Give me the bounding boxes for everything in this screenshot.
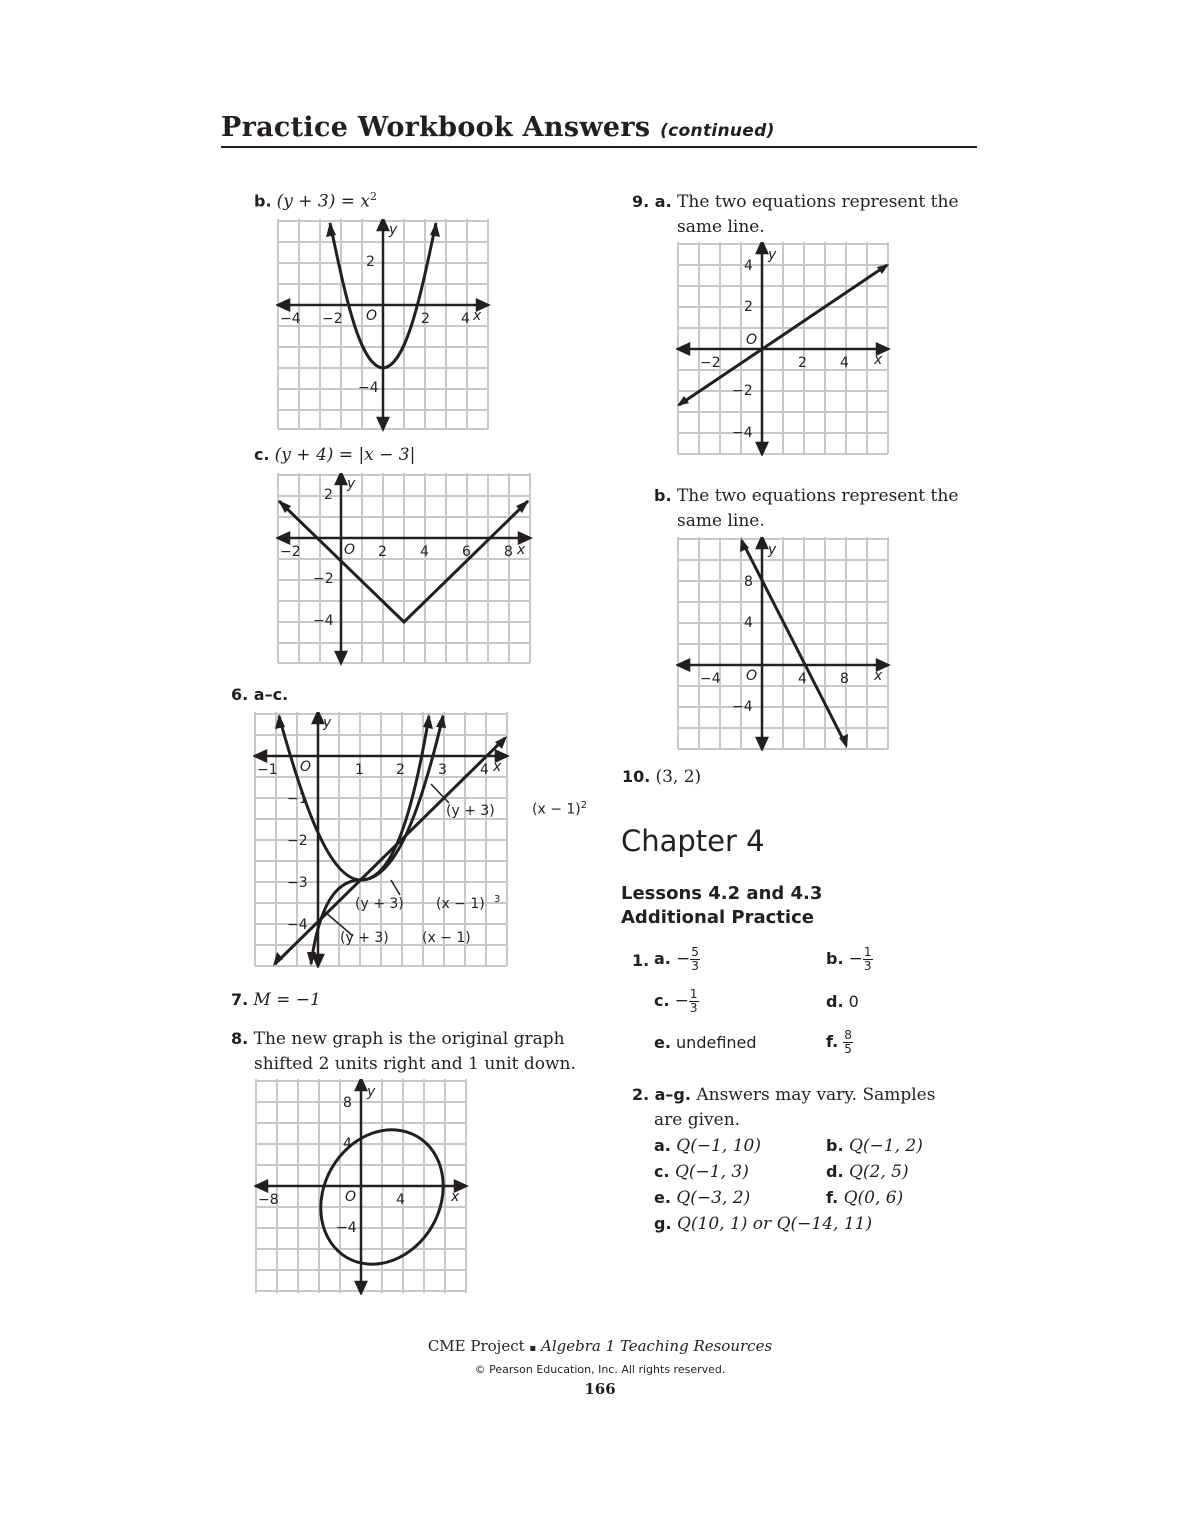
answer-text: same line. xyxy=(677,217,765,237)
tick-label: 2 xyxy=(421,311,430,327)
tick-label: 4 xyxy=(744,258,753,274)
tick-label: 1 xyxy=(355,762,364,778)
tick-label: −4 xyxy=(336,1220,357,1236)
answer-text: (3, 2) xyxy=(655,767,702,787)
graph-9a xyxy=(676,242,892,456)
answer-10 xyxy=(622,767,701,787)
page-number: 166 xyxy=(584,1380,616,1398)
answer-label: 7. xyxy=(231,990,249,1009)
answer-8 xyxy=(231,1026,576,1077)
graph-5b xyxy=(276,219,492,432)
y-axis-label: y xyxy=(389,222,398,238)
lesson-heading-line: Lessons 4.2 and 4.3 xyxy=(621,883,823,904)
graph-axes xyxy=(256,1079,466,1293)
tick-label: −4 xyxy=(700,671,721,687)
answer-label: 10. xyxy=(622,767,651,786)
x-axis-label: x xyxy=(451,1189,460,1205)
answer-1d xyxy=(826,992,859,1011)
answer-2-right: b. Q(−1, 2) d. Q(2, 5) f. Q(0, 6) xyxy=(826,1136,923,1208)
tick-label: −1 xyxy=(287,791,308,807)
lesson-heading xyxy=(621,882,822,930)
curve-label: (y + 3) xyxy=(355,896,404,912)
lesson-heading-line: Additional Practice xyxy=(621,907,814,928)
answer-label: 2. xyxy=(632,1085,650,1104)
tick-label: −4 xyxy=(358,380,379,396)
answer-1e xyxy=(654,1033,757,1052)
answer-text: Answers may vary. Samples xyxy=(696,1085,936,1105)
answer-1-label: 1. xyxy=(632,951,650,970)
tick-label: −4 xyxy=(313,613,334,629)
answer-label: c. xyxy=(654,991,670,1010)
answer-label: f. xyxy=(826,1032,839,1051)
y-axis-label: y xyxy=(768,542,777,558)
tick-label: −8 xyxy=(258,1192,279,1208)
answer-7 xyxy=(231,990,321,1010)
origin-label: O xyxy=(345,1189,357,1205)
tick-label: −4 xyxy=(287,917,308,933)
answer-text: M = −1 xyxy=(253,990,321,1010)
tick-label: 4 xyxy=(343,1136,352,1152)
x-axis-label: x xyxy=(517,542,526,558)
tick-label: 4 xyxy=(420,544,429,560)
answer-text: 0 xyxy=(848,992,859,1011)
curve-label-exponent: 3 xyxy=(494,894,501,905)
fraction-sign: − xyxy=(848,949,863,969)
answer-equation: (y + 3) = x xyxy=(276,191,371,212)
answer-text: The two equations represent the xyxy=(676,486,959,506)
chapter-heading: Chapter 4 xyxy=(621,824,765,858)
curve-label-outside xyxy=(532,800,587,818)
fraction-sign: − xyxy=(675,949,691,969)
tick-label: 8 xyxy=(343,1095,352,1111)
answer-2 xyxy=(632,1082,935,1133)
answer-1a xyxy=(654,946,700,973)
answer-text: Q(−1, 10) xyxy=(676,1136,761,1156)
answer-text: The two equations represent the xyxy=(677,192,959,212)
fraction: $\frac{1}{3}$ xyxy=(689,987,698,1015)
graph-6 xyxy=(253,712,511,968)
answer-label: 9. a. xyxy=(632,192,672,211)
tick-label: −4 xyxy=(732,425,753,441)
title-continued: (continued) xyxy=(660,121,775,141)
tick-label: 8 xyxy=(504,544,513,560)
answer-5b xyxy=(254,190,377,211)
tick-label: 4 xyxy=(744,615,753,631)
y-axis-label: y xyxy=(768,247,777,263)
answer-9b xyxy=(654,483,958,534)
tick-label: −2 xyxy=(287,833,308,849)
fraction-sign: − xyxy=(674,991,689,1011)
answer-label: d. xyxy=(826,992,844,1011)
x-axis-label: x xyxy=(473,308,482,324)
tick-label: −1 xyxy=(257,762,278,778)
answer-label: a. xyxy=(654,949,671,968)
tick-label: −4 xyxy=(280,311,301,327)
tick-label: −2 xyxy=(322,311,343,327)
graph-5c xyxy=(276,473,534,666)
tick-label: 8 xyxy=(744,574,753,590)
answer-text: Q(−3, 2) xyxy=(676,1188,751,1208)
curve-label: (y + 3) xyxy=(446,803,495,819)
answer-2-left: a. Q(−1, 10) c. Q(−1, 3) e. Q(−3, 2) g. Q(10, 1) or Q(−14, 11) xyxy=(654,1136,873,1234)
answer-text: Q(−1, 3) xyxy=(674,1162,749,1182)
tick-label: 2 xyxy=(396,762,405,778)
tick-label: 4 xyxy=(840,355,849,371)
y-axis-label: y xyxy=(323,715,332,731)
curve-label: (y + 3) xyxy=(340,930,389,946)
curve-label: (x − 1) xyxy=(532,801,581,818)
title-text: Practice Workbook Answers xyxy=(221,112,651,143)
answer-label: c. xyxy=(254,445,270,464)
y-axis-label: y xyxy=(347,476,356,492)
answer-exponent: 2 xyxy=(370,190,378,203)
answer-9a xyxy=(632,189,959,240)
page-title xyxy=(221,112,775,143)
tick-label: 4 xyxy=(480,762,489,778)
origin-label: O xyxy=(344,542,356,558)
answer-text: Q(−1, 2) xyxy=(848,1136,923,1156)
origin-label: O xyxy=(300,759,312,775)
y-axis-label: y xyxy=(367,1084,376,1100)
tick-label: −3 xyxy=(287,875,308,891)
answer-1f xyxy=(826,1029,853,1056)
tick-label: −2 xyxy=(732,383,753,399)
tick-label: −2 xyxy=(700,355,721,371)
x-axis-label: x xyxy=(493,759,502,775)
answer-text: The new graph is the original graph xyxy=(253,1029,565,1049)
graph-axes xyxy=(278,219,488,429)
answer-text: Q(0, 6) xyxy=(843,1188,904,1208)
origin-label: O xyxy=(366,308,378,324)
footer-project: CME Project ▪ Algebra 1 Teaching Resources xyxy=(427,1337,773,1355)
tick-label: 6 xyxy=(462,544,471,560)
answer-text: Q(10, 1) or Q(−14, 11) xyxy=(676,1214,873,1234)
answer-text: undefined xyxy=(676,1033,757,1052)
tick-label: −4 xyxy=(732,699,753,715)
tick-label: −2 xyxy=(280,544,301,560)
tick-label: 2 xyxy=(324,487,333,503)
answer-1b xyxy=(826,946,873,973)
answer-text: shifted 2 units right and 1 unit down. xyxy=(254,1054,576,1074)
x-axis-label: x xyxy=(874,668,883,684)
answer-1c xyxy=(654,988,699,1015)
tick-label: 3 xyxy=(438,762,447,778)
tick-label: 2 xyxy=(744,299,753,315)
answer-label: e. xyxy=(654,1033,671,1052)
answer-text: Q(2, 5) xyxy=(848,1162,909,1182)
answer-equation: (y + 4) = |x − 3| xyxy=(274,445,416,465)
footer-copyright: © Pearson Education, Inc. All rights reserved. xyxy=(474,1363,726,1376)
x-axis-label: x xyxy=(874,352,883,368)
tick-label: 2 xyxy=(798,355,807,371)
fraction: $\frac{8}{5}$ xyxy=(844,1028,852,1056)
graph-grid xyxy=(678,537,888,749)
answer-text: same line. xyxy=(677,511,765,531)
answer-text: are given. xyxy=(654,1110,741,1130)
tick-label: 8 xyxy=(840,671,849,687)
answer-label: b. xyxy=(654,486,672,505)
graph-grid xyxy=(278,473,530,663)
tick-label: 2 xyxy=(378,544,387,560)
fraction: $\frac{1}{3}$ xyxy=(863,945,872,973)
tick-label: 2 xyxy=(366,254,375,270)
answer-6-label: 6. a–c. xyxy=(231,685,289,704)
fraction: $\frac{5}{3}$ xyxy=(691,945,699,973)
answer-label: 8. xyxy=(231,1029,249,1048)
answer-range: a–g. xyxy=(654,1085,691,1104)
tick-label: −2 xyxy=(313,571,334,587)
origin-label: O xyxy=(746,332,758,348)
tick-label: 4 xyxy=(396,1192,405,1208)
curve-label-exponent: 2 xyxy=(580,800,588,811)
bullet-icon: ▪ xyxy=(529,1343,537,1354)
tick-label: 4 xyxy=(798,671,807,687)
curve-label: (x − 1) xyxy=(436,896,485,912)
origin-label: O xyxy=(746,668,758,684)
title-rule xyxy=(221,146,977,148)
answer-label: b. xyxy=(826,949,844,968)
answer-label: b. xyxy=(254,191,272,211)
tick-label: 4 xyxy=(461,311,470,327)
graph-8 xyxy=(254,1079,470,1295)
curve-label: (x − 1) xyxy=(422,930,471,946)
answer-5c xyxy=(254,445,415,465)
graph-9b xyxy=(676,537,892,751)
